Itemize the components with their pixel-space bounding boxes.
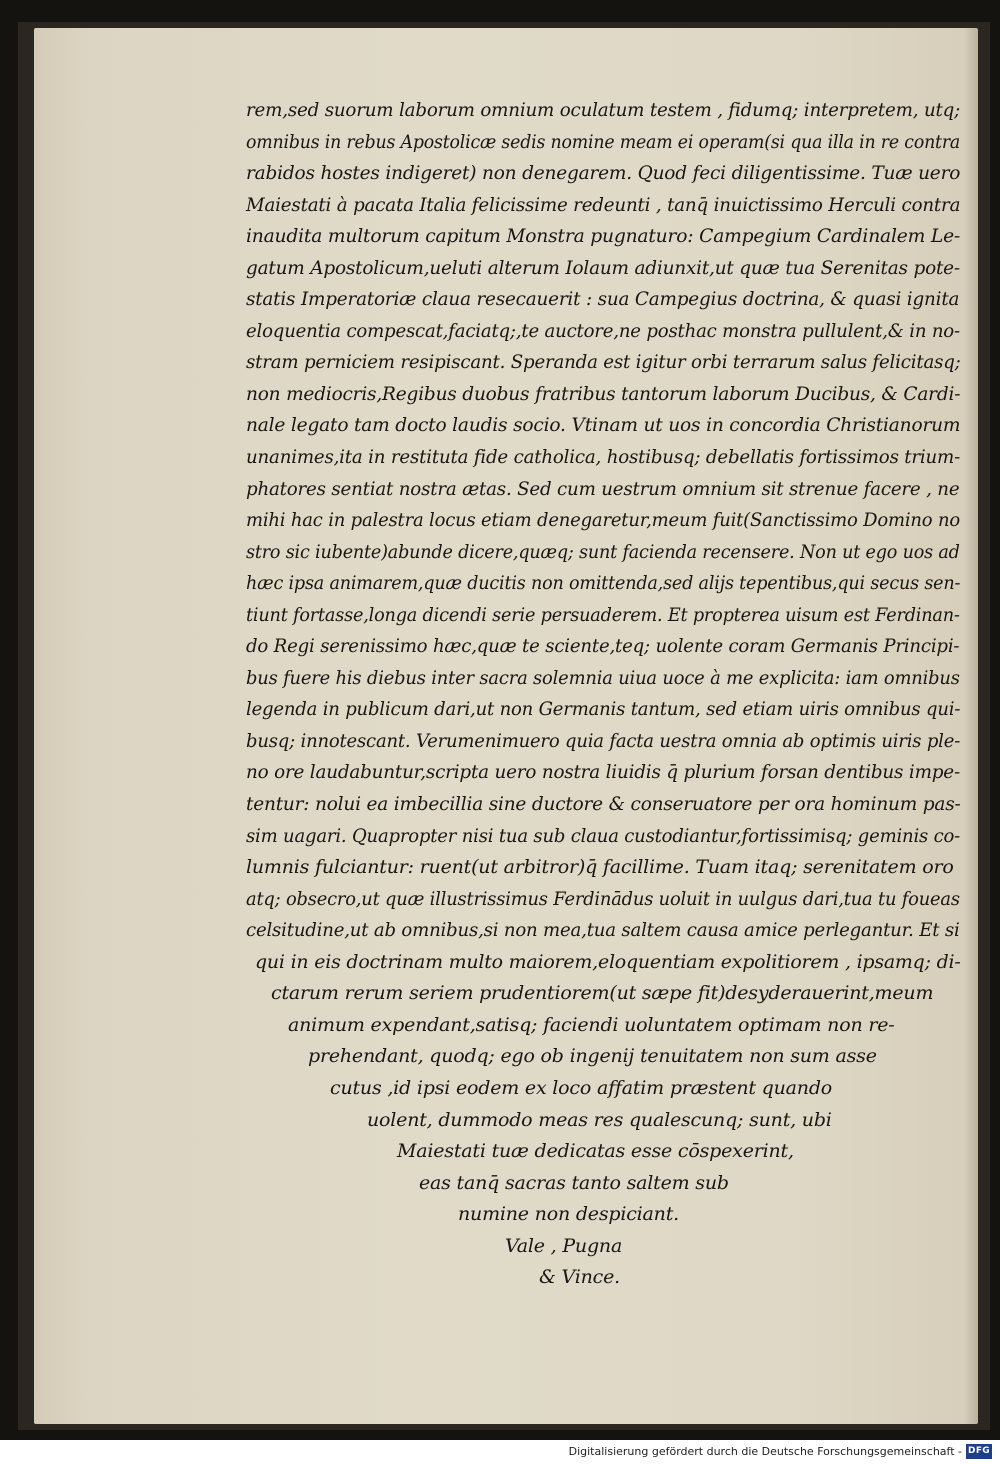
text-line: mihi hac in palestra locus etiam denegaretur,meum fuit(Sanctissimo Domino no	[246, 509, 960, 532]
text-line: tiunt fortasse,longa dicendi serie persuaderem. Et propterea uisum est Ferdinan-	[246, 603, 960, 626]
text-line: statis Imperatoriæ claua resecauerit : sua Campegius doctrina, & quasi ignita	[246, 288, 960, 311]
text-line: Maiestati tuæ dedicatas esse cōspexerint,	[397, 1140, 794, 1163]
page-edge	[964, 28, 978, 1424]
text-line: eloquentia compescat,faciatq;,te auctore,ne posthac monstra pullulent,& in no-	[246, 319, 960, 342]
text-line: gatum Apostolicum,ueluti alterum Iolaum adiunxit,ut quæ tua Serenitas pote-	[246, 256, 960, 279]
text-line: numine non despiciant.	[458, 1203, 679, 1226]
text-line: uolent, dummodo meas res qualescunq; sunt, ubi	[367, 1108, 832, 1131]
text-line: busq; innotescant. Verumenimuero quia facta uestra omnia ab optimis uiris ple-	[246, 729, 961, 752]
latin-text-block	[211, 95, 961, 1294]
text-line: sim uagari. Quapropter nisi tua sub claua custodiantur,fortissimisq; geminis co-	[246, 824, 961, 847]
text-line: nale legato tam docto laudis socio. Vtinam ut uos in concordia Christianorum	[246, 414, 961, 437]
text-line: atq; obsecro,ut quæ illustrissimus Ferdinādus uoluit in uulgus dari,tua tu foueas	[246, 887, 960, 910]
text-line: animum expendant,satisq; faciendi uoluntatem optimam non re-	[288, 1013, 895, 1036]
text-line: ctarum rerum seriem prudentiorem(ut sæpe fit)desyderauerint,meum	[271, 982, 934, 1005]
text-line: celsitudine,ut ab omnibus,si non mea,tua saltem causa amice perlegantur. Et si	[246, 919, 960, 942]
text-line: tentur: nolui ea imbecillia sine ductore & conseruatore per ora hominum pas-	[246, 793, 961, 816]
text-line: cutus ,id ipsi eodem ex loco affatim præstent quando	[330, 1076, 833, 1099]
text-line: Vale , Pugna	[505, 1234, 623, 1257]
text-line: rem,sed suorum laborum omnium oculatum testem , fidumq; interpretem, utq;	[246, 99, 961, 121]
dfg-logo: DFG	[966, 1444, 992, 1459]
text-line: legenda in publicum dari,ut non Germanis tantum, sed etiam uiris omnibus qui-	[246, 698, 961, 721]
footer-bar	[0, 1440, 1000, 1465]
text-line: stro sic iubente)abunde dicere,quæq; sunt facienda recensere. Non ut ego uos ad	[246, 540, 960, 563]
text-line: lumnis fulciantur: ruent(ut arbitror)q̄ facillime. Tuam itaq; serenitatem oro	[246, 856, 954, 879]
text-line: eas tanq̄ sacras tanto saltem sub	[419, 1171, 729, 1194]
text-line: qui in eis doctrinam multo maiorem,eloquentiam expolitiorem , ipsamq; di-	[255, 950, 961, 973]
funding-credit: Digitalisierung gefördert durch die Deutsche Forschungsgemeinschaft -	[568, 1445, 962, 1458]
text-line: hæc ipsa animarem,quæ ducitis non omittenda,sed alijs tepentibus,qui secus sen-	[246, 572, 961, 595]
text-line: unanimes,ita in restituta fide catholica, hostibusq; debellatis fortissimos trium-	[246, 446, 961, 469]
text-line: non mediocris,Regibus duobus fratribus tantorum laborum Ducibus, & Cardi-	[246, 382, 961, 405]
text-line: prehendant, quodq; ego ob ingenij tenuitatem non sum asse	[308, 1045, 877, 1068]
text-line: phatores sentiat nostra ætas. Sed cum uestrum omnium sit strenue facere , ne	[246, 477, 960, 500]
text-line: inaudita multorum capitum Monstra pugnaturo: Campegium Cardinalem Le-	[246, 225, 961, 248]
text-line: Maiestati à pacata Italia felicissime redeunti , tanq̄ inuictissimo Herculi contra	[246, 193, 961, 216]
text-line: rabidos hostes indigeret) non denegarem. Quod feci diligentissime. Tuæ uero	[246, 162, 961, 185]
text-line: no ore laudabuntur,scripta uero nostra liuidis q̄ plurium forsan dentibus impe-	[246, 761, 960, 784]
text-line: do Regi serenissimo hæc,quæ te sciente,teq; uolente coram Germanis Principi-	[246, 635, 960, 658]
text-line: omnibus in rebus Apostolicæ sedis nomine meam ei operam(si qua illa in re contra	[246, 130, 961, 153]
text-line: stram perniciem resipiscant. Speranda est igitur orbi terrarum salus felicitasq;	[246, 351, 961, 374]
text-line: bus fuere his diebus inter sacra solemnia uiua uoce à me explicita: iam omnibus	[246, 666, 960, 689]
text-line: & Vince.	[539, 1266, 620, 1289]
